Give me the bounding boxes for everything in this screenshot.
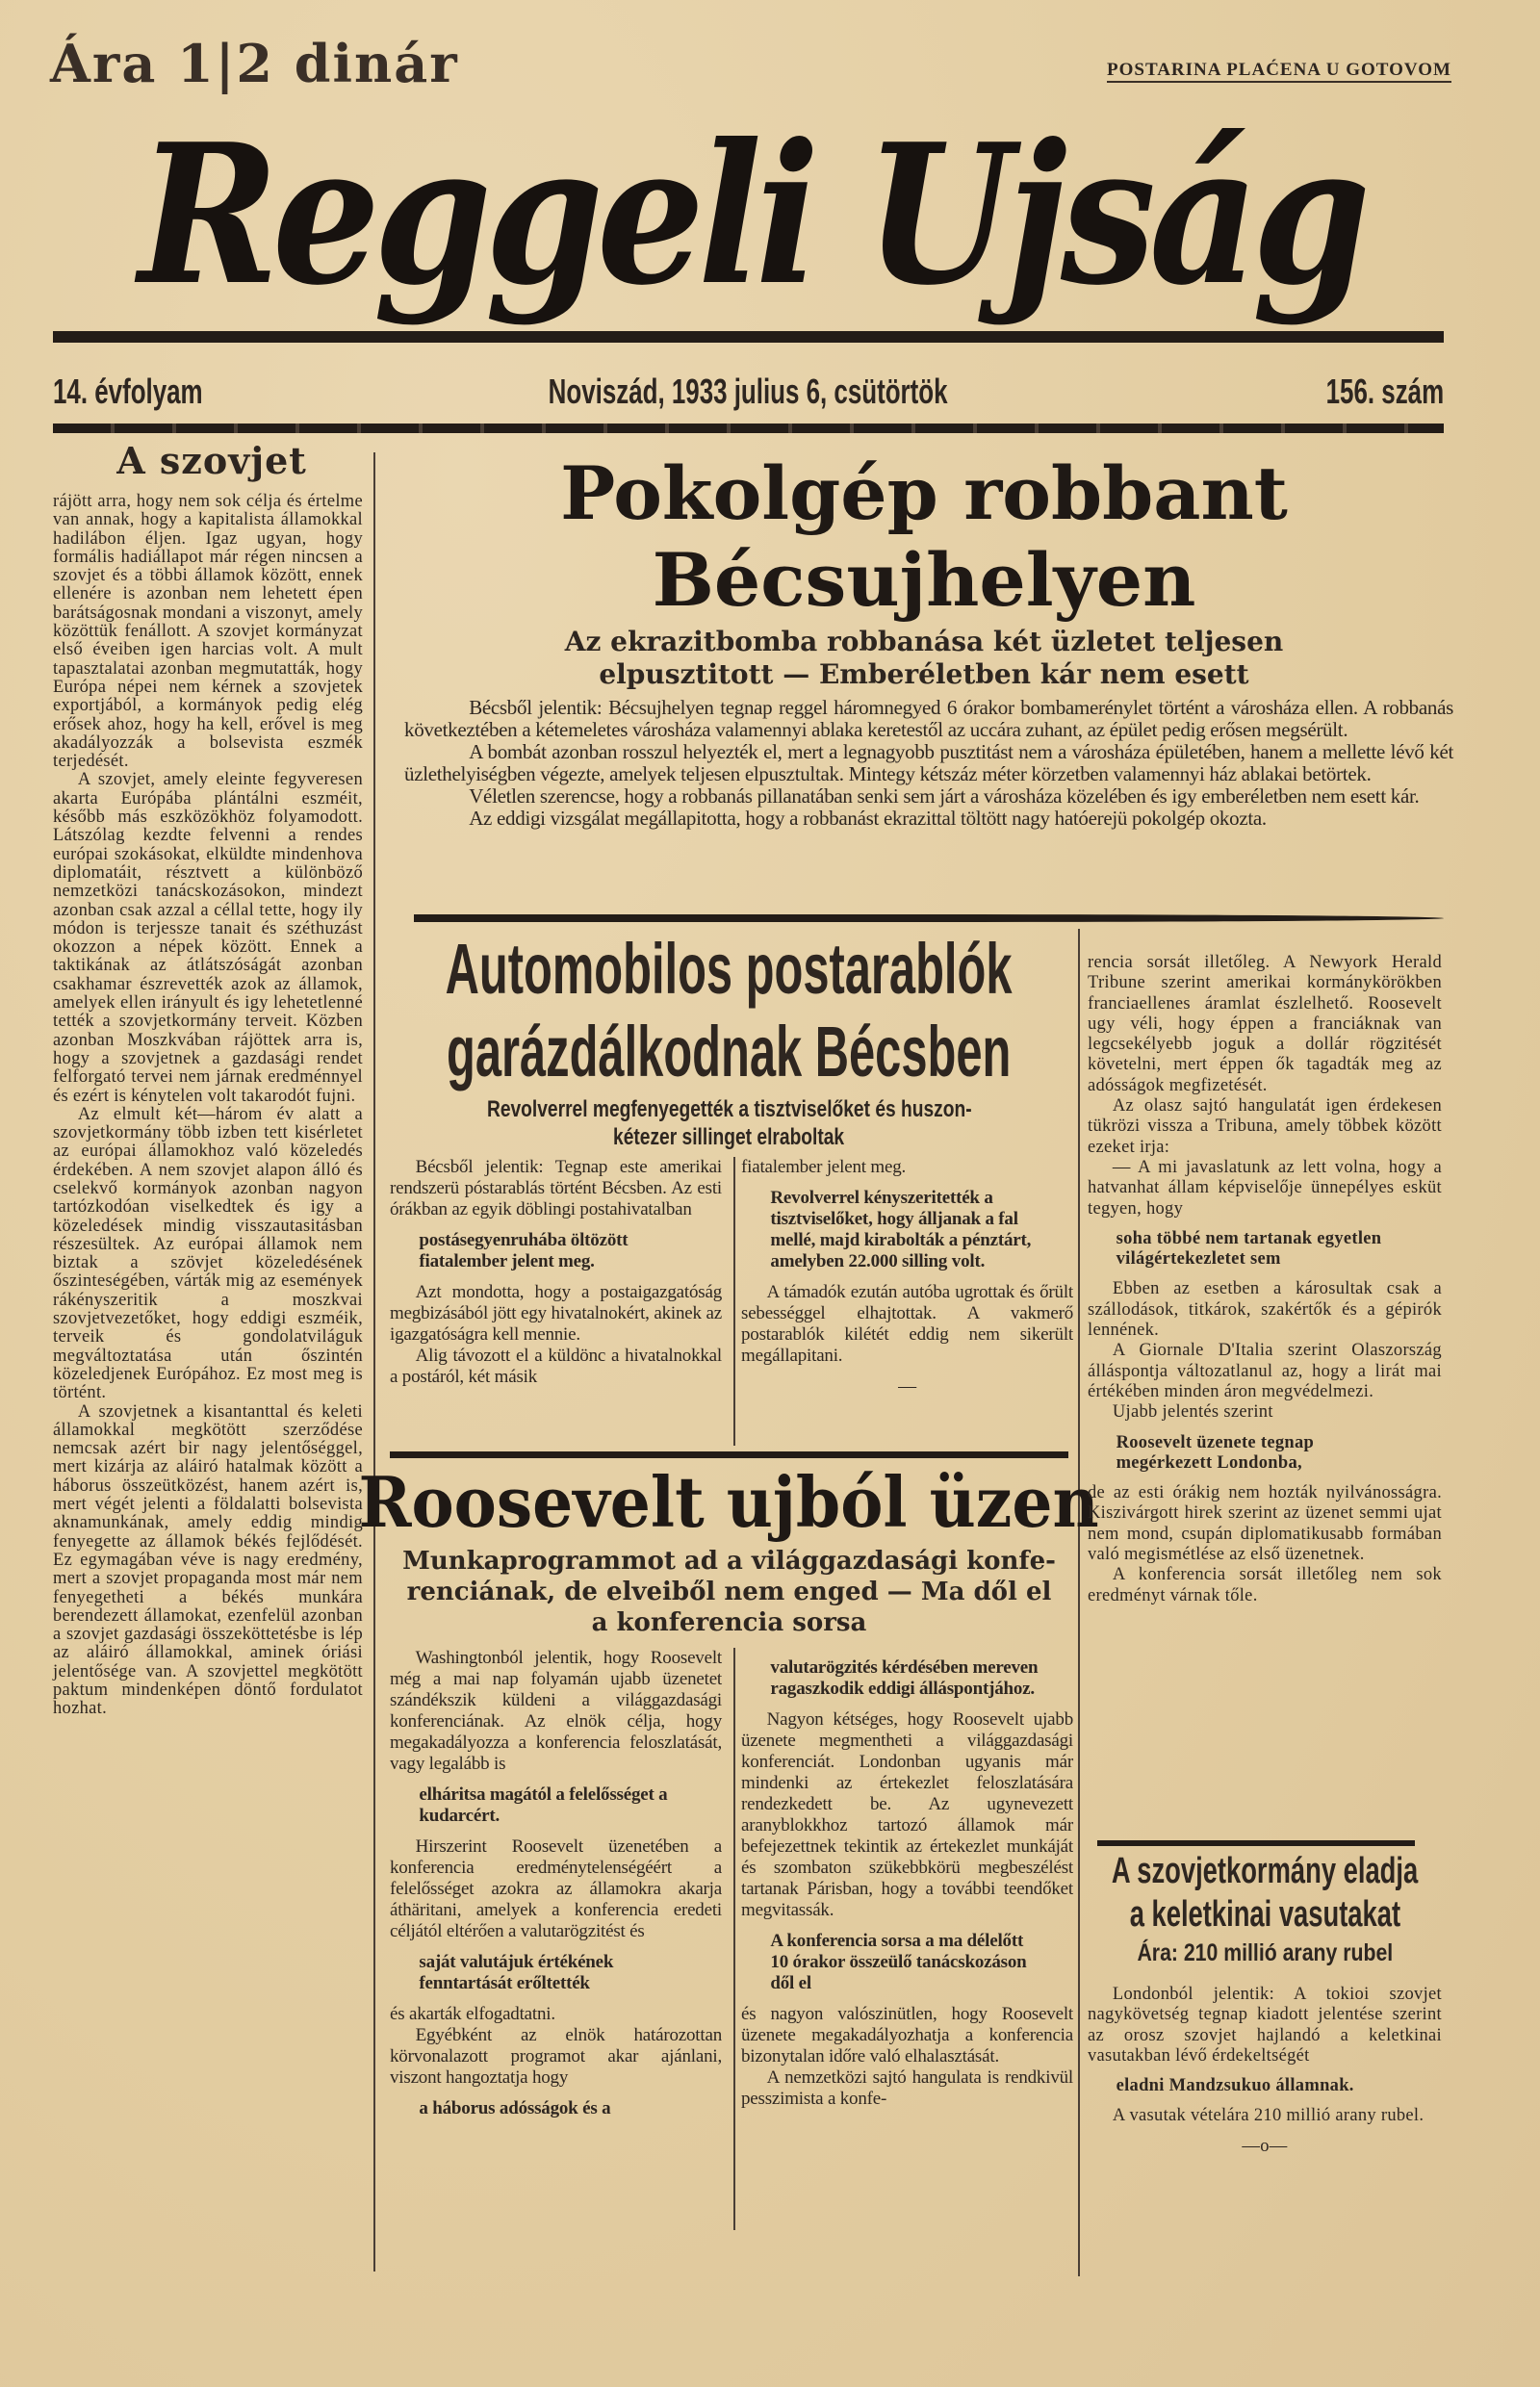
emphasized-paragraph: eladni Mandzsukuo államnak.: [1116, 2076, 1354, 2096]
auto-subhead: [390, 1095, 1068, 1151]
paragraph: Alig távozott el a küldönc a hivatalnokkal a postáról, két másik: [390, 1346, 722, 1387]
paragraph: Az olasz sajtó hangulatát igen érdekesen tükrözi vissza a Tribuna, amely többek között ezeket irja:: [1088, 1096, 1442, 1157]
auto-subhead-line: kétezer sillinget elraboltak: [613, 1124, 845, 1150]
emphasized-paragraph: Roosevelt üzenete tegnap megérkezett Londonba,: [1116, 1432, 1315, 1473]
emphasized-paragraph: Revolverrel kényszeritették a tisztviselőket, hogy álljanak a fal mellé, majd kirabolták a pénztárt, amelyben 22.000 silling volt.: [770, 1188, 1032, 1271]
left-article-body: [53, 493, 363, 1719]
paragraph: A szovjetnek a kisantanttal és keleti államokkal megkötött szerződése nemcsak azért bir nagy jelentőséggel, mert kizárja az aláiró hatalmak között a háborus összeütközést, hanem azért is, mert végét jelenti a földalatti bolsevista aknamunkának, amely eddig mindig fenyegette az államok békés fejlődését. Ez egymagában véve is nagy eredmény, mert a szovjet propaganda most már nem fenyegetheti a békés munkára berendezett államokat, ezenfelül azonban a szovjet gazdasági összeköttetésbe is lép az aláiró államokkal, aminek óriási jelentősége van. A szovjettel megkötött paktum mindenképen döntő fordulatot hozhat.: [53, 1401, 363, 1719]
paragraph: A nemzetközi sajtó hangulata is rendkivül pesszimista a konfe-: [741, 2067, 1073, 2109]
auto-headline-line: garázdálkodnak Bécsben: [447, 1012, 1012, 1091]
info-rule: [53, 424, 1444, 433]
roosevelt-column-1: [390, 1648, 722, 2129]
paragraph: A konferencia sorsát illetőleg nem sok eredményt várnak tőle.: [1088, 1565, 1442, 1605]
paragraph: Az eddigi vizsgálat megállapitotta, hogy a robbanást ekrazittal töltött nagy hatóerejü pokolgép okozta.: [469, 807, 1267, 830]
paragraph: rájött arra, hogy nem sok célja és értelme van annak, hogy a kapitalista államokkal hadilábon éljen. Igaz ugyan, hogy formális hadiállapot már régen nincsen a szovjet és a többi államok között, ennek ellenére is azonban nem lehetett épen barátságosnak mondani a viszonyt, amely közöttük fenállott. A szovjet kormányzat első éveiben igen harcias volt. A mult tapasztalatai azonban megmutatták, hogy Európa népei nem kérnek a szovjetek exportjából, a kormányok pedig elég erősek ahoz, hogy ha kell, erővel is meg akadályozzák a bolsevista eszmék terjedését.: [53, 492, 363, 772]
roosevelt-column-2: [741, 1648, 1073, 2110]
railway-article-body: [1088, 1985, 1442, 2157]
paragraph: —o—: [1242, 2136, 1288, 2156]
paragraph: és nagyon valószinütlen, hogy Roosevelt üzenete megakadályozhatja a konferencia bizonytalan időre való elhalasztását.: [741, 2004, 1073, 2066]
auto-article-column-2: [741, 1157, 1073, 1398]
paragraph: A szovjet, amely eleinte fegyveresen akarta Európába plántálni eszméit, később más eszközökhöz folyamodott. Látszólag kezdte felvenni a rendes európai szokásokat, elküldte mindenhova diplomatáit, résztvett a különböző nemzetközi tanácskozásokon, mindezt azonban csak azzal a céllal tette, hogy ily módon is terjessze tanait és széthuzást okozzon a népek között. Ennek a taktikának az átlátszóságát azonban csakhamar észrevették azok az államok, amelyek ellen irányult és igy lehetetlenné tették a szovjetkormány terveit. Közben azonban Moszkvában rájöttek arra is, hogy a szovjetnek a gazdasági rendet felforgató tervei nem járnak eredménnyel és ezért is kénytelen volt takarodót fujni.: [53, 770, 363, 1106]
info-line: [53, 372, 1444, 414]
postage-notice: POSTARINA PLAĆENA U GOTOVOM: [1107, 60, 1451, 83]
left-article-title: A szovjet: [116, 439, 307, 482]
dateline: Noviszád, 1933 julius 6, csütörtök: [549, 372, 948, 411]
emphasized-paragraph: soha többé nem tartanak egyetlen világértekezletet sem: [1116, 1228, 1382, 1270]
roosevelt-column-3: [1088, 953, 1442, 1606]
paragraph: Egyébként az elnök határozottan körvonalazott programot akar ajánlani, viszont hangoztatja hogy: [390, 2025, 722, 2088]
paragraph: és akarták elfogadtatni.: [390, 2004, 555, 2024]
paragraph: Hirszerint Roosevelt üzenetében a konferencia eredménytelenségéért a felelősséget azokra az államokra akarja áthäritani, amelyek a konferencia eredeti céljától eltérően a valutarögzitést és: [390, 1836, 722, 1941]
paragraph: A vasutak vételára 210 millió arany rubel.: [1112, 2106, 1424, 2126]
paragraph: rencia sorsát illetőleg. A Newyork Herald Tribune szerint amerikai kormánykörökben franciaellenes áramlat észlelhető. Roosevelt ugy véli, hogy éppen a franciáknak van legcsekélyebb joguk a dollár rögzitését követelni, mert éppen ők tagadták meg az adósságok megfizetését.: [1088, 953, 1442, 1095]
paragraph: A támadók ezután autóba ugrottak és őrült sebességgel elhajtottak. A vakmerő postarablók kilétét eddig nem sikerült megállapitani.: [741, 1282, 1073, 1366]
emphasized-paragraph: a háborus adósságok és a: [419, 2098, 611, 2118]
roosevelt-subhead: [390, 1546, 1068, 1638]
auto-subhead-line: Revolverrel megfenyegették a tisztviselőket és huszon-: [486, 1096, 972, 1122]
paragraph: A Giornale D'Italia szerint Olaszország álláspontja változatlanul az, hogy a lirát mai értékében minden áron megvédelmezi.: [1088, 1341, 1442, 1401]
auto-headline-line: Automobilos postarablók: [446, 929, 1013, 1009]
railway-headline: [1088, 1850, 1442, 1969]
paragraph: de az esti órákig nem hozták nyilvánosságra. Kiszivárgott hirek szerint az üzenet semmi ujat nem mond, csupán diplomatikusabb formában való megismétlése az első üzenetnek.: [1088, 1483, 1442, 1565]
emphasized-paragraph: valutarögzités kérdésében mereven ragaszkodik eddigi álláspontjához.: [770, 1657, 1039, 1699]
main-headline: [385, 450, 1463, 624]
price-label: Ára 1|2 dinár: [50, 33, 459, 94]
paragraph: Bécsből jelentik: Tegnap este amerikai rendszerü póstarablás történt Bécsben. Az esti órákban az egyik döblingi postahivatalban: [390, 1157, 722, 1219]
roosevelt-subhead-line: a konferencia sorsa: [591, 1608, 867, 1637]
paragraph: Ebben az esetben a károsultak csak a szállodások, titkárok, szakértők és a gépirók lennének.: [1088, 1279, 1442, 1341]
railway-headline-line: A szovjetkormány eladja: [1111, 1851, 1419, 1891]
emphasized-paragraph: postásegyenruhába öltözött fiatalember jelent meg.: [419, 1230, 629, 1271]
railway-subhead: Ára: 210 millió arany rubel: [1137, 1939, 1393, 1966]
auto-article-column-1: [390, 1157, 722, 1388]
roosevelt-subhead-line: Munkaprogrammot ad a világgazdasági konfe-: [402, 1547, 1056, 1576]
section-rule: [390, 1451, 1068, 1458]
roosevelt-headline: [358, 1461, 1100, 1544]
emphasized-paragraph: elháritsa magától a felelősséget a kudarcért.: [419, 1784, 668, 1826]
main-subhead: [385, 626, 1463, 691]
paragraph: fiatalember jelent meg.: [741, 1157, 907, 1177]
column-divider: [1078, 929, 1080, 2276]
roosevelt-headline-text: Roosevelt ujból üzen: [358, 1461, 1100, 1543]
column-divider: [733, 1157, 735, 1446]
auto-headline: [390, 928, 1068, 1093]
railway-headline-line: a keletkinai vasutakat: [1129, 1894, 1400, 1935]
paragraph: Azt mondotta, hogy a postaigazgatóság megbizásából jött egy hivatalnokért, akinek az igazgatóságra kell mennie.: [390, 1282, 722, 1345]
section-rule: [414, 914, 1444, 922]
main-headline-line: Pokolgép robbant: [560, 450, 1288, 536]
paragraph: —: [898, 1376, 916, 1397]
main-article-body: [404, 697, 1453, 830]
paragraph: Bécsből jelentik: Bécsujhelyen tegnap reggel háromnegyed 6 órakor bombamerénylet történt a városháza ellen. A robbanás következtében a kétemeletes városháza valamennyi ablaka keretestől az uccára zuhant, az épület pedig erősen megsérült.: [404, 696, 1453, 741]
paragraph: Véletlen szerencse, hogy a robbanás pillanatában senki sem járt a városháza közelében és igy emberéletben nem esett kár.: [469, 784, 1420, 808]
column-divider: [733, 1648, 735, 2230]
main-subhead-line: elpusztitott — Emberéletben kár nem esett: [599, 658, 1249, 690]
section-rule: [1097, 1840, 1415, 1846]
paragraph: A bombát azonban rosszul helyezték el, mert a legnagyobb pusztitást nem a városháza épületében, hanem a mellette lévő két üzlethelyiségben végezte, amelyek teljesen elpusztultak. Mintegy kétszáz méter körzetben valamennyi ház ablakai betörtek.: [404, 740, 1453, 785]
paragraph: Nagyon kétséges, hogy Roosevelt ujabb üzenete megmentheti a világgazdasági konferenciát. Londonban ugyanis már mindenki az értekezlet feloszlatására rendezkedett be. Az ugynevezett aranyblokkhoz tartozó államok már befejezettnek tekintik az értekezlet munkáját és szombaton szükebbkörü megbeszélést tartanak Párisban, hogy a további teendőket megvitassák.: [741, 1709, 1073, 1920]
paragraph: Washingtonból jelentik, hogy Roosevelt még a mai nap folyamán ujabb üzenetet szándékszik küldeni a világgazdasági konferenciának. Az elnök célja, hogy megakadályozza a konferencia feloszlatását, vagy legalább is: [390, 1648, 722, 1774]
emphasized-paragraph: saját valutájuk értékének fenntartását erőltették: [419, 1952, 614, 1993]
main-subhead-line: Az ekrazitbomba robbanása két üzletet teljesen: [564, 626, 1284, 657]
paragraph: Az elmult két—három év alatt a szovjetkormány több izben tett kisérletet az európai államokhoz való közeledés érdekében. A nem szovjet alapon álló és cselekvő kormányok azonban nagyon tartózkodóan viselkedtek és igy a közeledések mindig visszautasitásban részesültek. Az európai államok nem biztak a szövjet közeledésének őszinteségében, várták mig az események rákényszeritik a moszkvai szovjetvezetőket, hogy eddigi eszméik, terveik és gondolatviláguk megváltoztatása után őszintén közeledjenek Európához. Ez most meg is történt.: [53, 1104, 363, 1403]
masthead: [38, 100, 1463, 331]
volume-label: 14. évfolyam: [53, 372, 203, 411]
masthead-title: Reggeli Ujság: [138, 102, 1364, 328]
paragraph: Ujabb jelentés szerint: [1112, 1402, 1273, 1423]
issue-number: 156. szám: [1325, 372, 1444, 411]
roosevelt-subhead-line: renciának, de elveiből nem enged — Ma dől el: [406, 1578, 1052, 1606]
paragraph: Londonból jelentik: A tokioi szovjet nagykövetség tegnap kiadott jelentése szerint az orosz szovjet hajlandó a keletkinai vasutakban lévő érdekeltségét: [1088, 1985, 1442, 2066]
masthead-rule: [53, 331, 1444, 343]
main-headline-line: Bécsujhelyen: [652, 537, 1196, 623]
paragraph: — A mi javaslatunk az lett volna, hogy a hatvanhat állam képviselője ünnepélyes esküt tegyen, hogy: [1088, 1157, 1442, 1219]
emphasized-paragraph: A konferencia sorsa a ma délelőtt 10 órakor összeülő tanácskozáson dől el: [770, 1931, 1027, 1993]
column-divider: [373, 452, 375, 2272]
